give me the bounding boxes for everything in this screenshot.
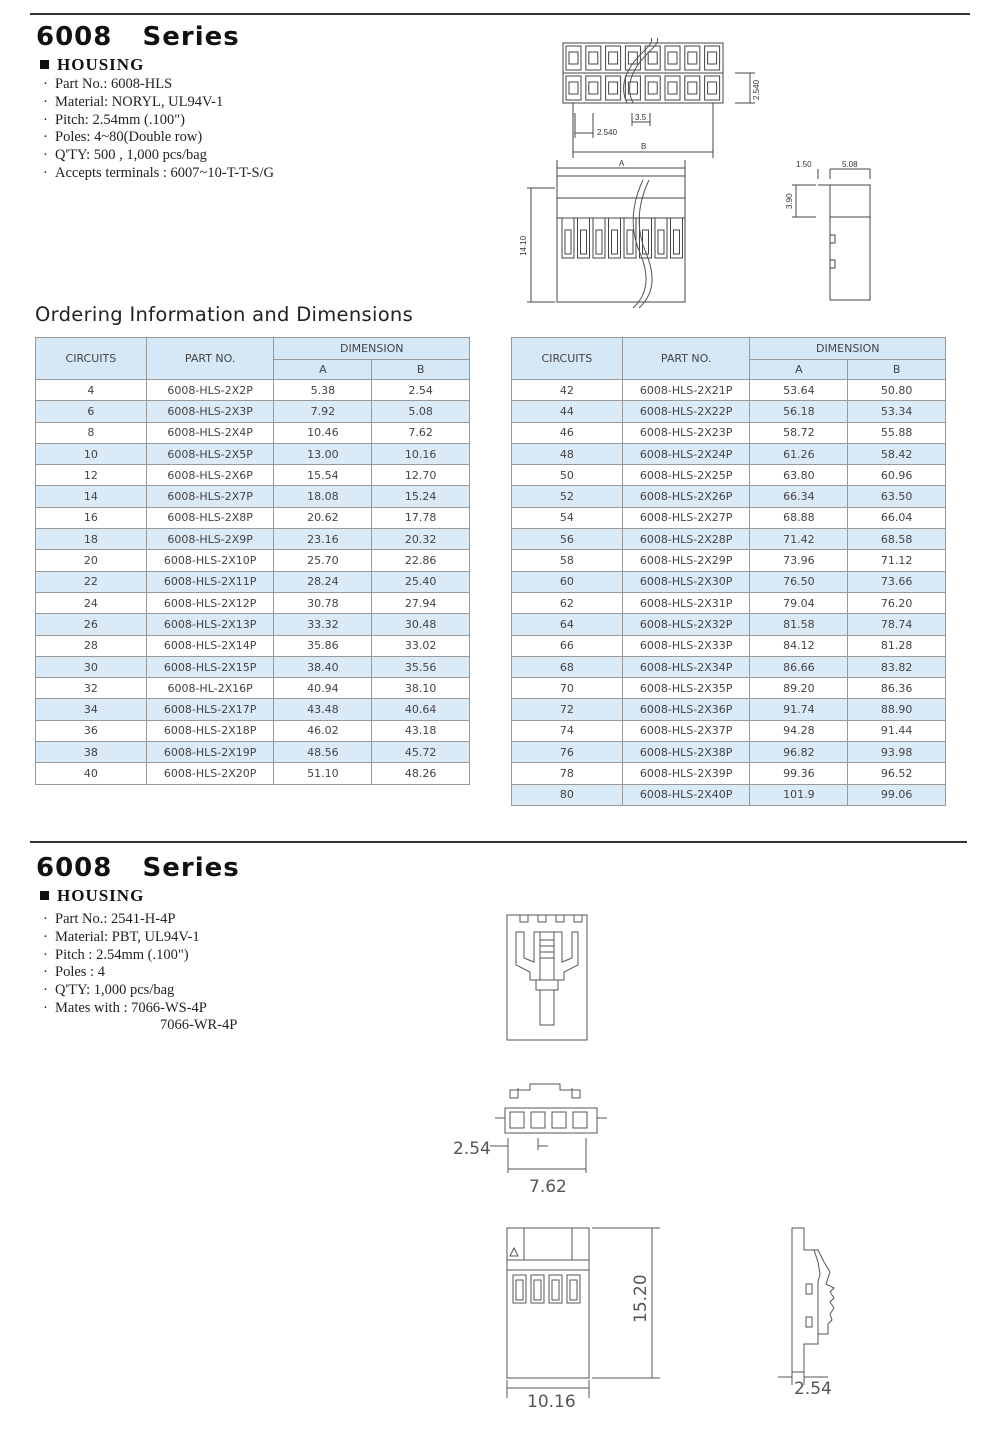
spec-item bbox=[43, 76, 274, 94]
spec-text: Mates with : 7066-WS-4P bbox=[55, 999, 207, 1016]
cell-part-no: 6008-HLS-2X8P bbox=[146, 507, 274, 528]
cell-dim-b: 20.32 bbox=[372, 529, 470, 550]
bullet-dot-icon: · bbox=[43, 911, 48, 927]
table-row bbox=[36, 529, 470, 550]
cell-dim-b: 99.06 bbox=[848, 784, 946, 805]
cell-circuits: 50 bbox=[512, 465, 623, 486]
cell-dim-a: 48.56 bbox=[274, 742, 372, 763]
square-bullet-icon bbox=[40, 60, 49, 69]
cell-dim-b: 40.64 bbox=[372, 699, 470, 720]
cell-circuits: 70 bbox=[512, 678, 623, 699]
cell-part-no: 6008-HLS-2X39P bbox=[622, 763, 750, 784]
table-row bbox=[36, 699, 470, 720]
table-row bbox=[512, 550, 946, 571]
cell-dim-b: 10.16 bbox=[372, 443, 470, 464]
table-row bbox=[512, 720, 946, 741]
cell-dim-b: 58.42 bbox=[848, 443, 946, 464]
cell-dim-b: 22.86 bbox=[372, 550, 470, 571]
dim-14-10: 14.10 bbox=[519, 235, 528, 256]
square-bullet-icon bbox=[40, 891, 49, 900]
cell-dim-a: 66.34 bbox=[750, 486, 848, 507]
cell-circuits: 20 bbox=[36, 550, 147, 571]
cell-part-no: 6008-HLS-2X28P bbox=[622, 529, 750, 550]
cell-dim-b: 96.52 bbox=[848, 763, 946, 784]
cell-dim-a: 10.46 bbox=[274, 422, 372, 443]
cell-circuits: 38 bbox=[36, 742, 147, 763]
cell-dim-a: 86.66 bbox=[750, 656, 848, 677]
cell-circuits: 16 bbox=[36, 507, 147, 528]
table-row bbox=[512, 507, 946, 528]
cell-part-no: 6008-HLS-2X23P bbox=[622, 422, 750, 443]
cell-part-no: 6008-HLS-2X31P bbox=[622, 592, 750, 613]
cell-dim-a: 33.32 bbox=[274, 614, 372, 635]
cell-dim-b: 48.26 bbox=[372, 763, 470, 784]
cell-dim-b: 7.62 bbox=[372, 422, 470, 443]
table-row bbox=[36, 422, 470, 443]
dimension-table-right bbox=[511, 337, 946, 806]
bullet-dot-icon: · bbox=[43, 111, 48, 128]
cell-circuits: 24 bbox=[36, 592, 147, 613]
dim-15-20: 15.20 bbox=[631, 1274, 651, 1323]
spec-item bbox=[43, 964, 207, 982]
dim-2-54-pitch: 2.54 bbox=[453, 1139, 491, 1159]
cell-circuits: 8 bbox=[36, 422, 147, 443]
cell-dim-a: 61.26 bbox=[750, 443, 848, 464]
cell-circuits: 36 bbox=[36, 720, 147, 741]
spec-item bbox=[43, 1000, 207, 1018]
table-row bbox=[36, 678, 470, 699]
table-row bbox=[512, 443, 946, 464]
bullet-dot-icon: · bbox=[43, 164, 48, 181]
cell-dim-a: 58.72 bbox=[750, 422, 848, 443]
cell-dim-b: 53.34 bbox=[848, 401, 946, 422]
cell-part-no: 6008-HLS-2X38P bbox=[622, 742, 750, 763]
header-circuits: CIRCUITS bbox=[512, 338, 623, 380]
cell-part-no: 6008-HLS-2X26P bbox=[622, 486, 750, 507]
cell-circuits: 72 bbox=[512, 699, 623, 720]
cell-dim-a: 15.54 bbox=[274, 465, 372, 486]
cell-dim-b: 17.78 bbox=[372, 507, 470, 528]
cell-dim-a: 101.9 bbox=[750, 784, 848, 805]
dim-2540-vertical: 2.540 bbox=[752, 79, 761, 100]
cell-circuits: 76 bbox=[512, 742, 623, 763]
cell-circuits: 58 bbox=[512, 550, 623, 571]
4p-housing-front-view-drawing bbox=[450, 1078, 615, 1196]
cell-part-no: 6008-HLS-2X19P bbox=[146, 742, 274, 763]
table-row bbox=[512, 465, 946, 486]
cell-circuits: 54 bbox=[512, 507, 623, 528]
cell-dim-b: 60.96 bbox=[848, 465, 946, 486]
bullet-dot-icon: · bbox=[43, 93, 48, 110]
spec-item bbox=[43, 129, 274, 147]
cell-circuits: 14 bbox=[36, 486, 147, 507]
cell-part-no: 6008-HLS-2X17P bbox=[146, 699, 274, 720]
table-row bbox=[512, 486, 946, 507]
bullet-dot-icon: · bbox=[43, 999, 48, 1016]
spec-text: Q'TY: 1,000 pcs/bag bbox=[55, 982, 175, 999]
cell-dim-a: 18.08 bbox=[274, 486, 372, 507]
cell-circuits: 34 bbox=[36, 699, 147, 720]
cell-part-no: 6008-HLS-2X21P bbox=[622, 380, 750, 401]
cell-dim-b: 2.54 bbox=[372, 380, 470, 401]
dim-2540-horizontal: 2.540 bbox=[597, 128, 618, 137]
table-row bbox=[36, 742, 470, 763]
header-b: B bbox=[372, 360, 470, 380]
table-row bbox=[512, 571, 946, 592]
cell-circuits: 4 bbox=[36, 380, 147, 401]
cell-circuits: 62 bbox=[512, 592, 623, 613]
table-row bbox=[512, 763, 946, 784]
dimension-table-left bbox=[35, 337, 470, 785]
cell-part-no: 6008-HLS-2X20P bbox=[146, 763, 274, 784]
cell-dim-a: 68.88 bbox=[750, 507, 848, 528]
housing-heading bbox=[40, 55, 144, 75]
cell-dim-a: 99.36 bbox=[750, 763, 848, 784]
header-circuits: CIRCUITS bbox=[36, 338, 147, 380]
table-row bbox=[36, 443, 470, 464]
cell-part-no: 6008-HLS-2X29P bbox=[622, 550, 750, 571]
cell-part-no: 6008-HLS-2X10P bbox=[146, 550, 274, 571]
cell-circuits: 46 bbox=[512, 422, 623, 443]
table-row bbox=[512, 742, 946, 763]
cell-circuits: 60 bbox=[512, 571, 623, 592]
table-row bbox=[512, 529, 946, 550]
cell-dim-b: 66.04 bbox=[848, 507, 946, 528]
table-row bbox=[36, 380, 470, 401]
cell-circuits: 22 bbox=[36, 571, 147, 592]
cell-dim-a: 25.70 bbox=[274, 550, 372, 571]
top-rule bbox=[30, 13, 970, 15]
spec-text: Q'TY: 500 , 1,000 pcs/bag bbox=[55, 147, 207, 164]
cell-dim-a: 79.04 bbox=[750, 592, 848, 613]
spec-item bbox=[43, 165, 274, 183]
cell-dim-b: 83.82 bbox=[848, 656, 946, 677]
spec-item bbox=[43, 147, 274, 165]
cell-circuits: 80 bbox=[512, 784, 623, 805]
cell-dim-b: 45.72 bbox=[372, 742, 470, 763]
cell-dim-b: 15.24 bbox=[372, 486, 470, 507]
cell-dim-a: 96.82 bbox=[750, 742, 848, 763]
dim-7-62: 7.62 bbox=[529, 1177, 567, 1196]
cell-part-no: 6008-HLS-2X3P bbox=[146, 401, 274, 422]
cell-part-no: 6008-HLS-2X35P bbox=[622, 678, 750, 699]
cell-dim-b: 5.08 bbox=[372, 401, 470, 422]
housing-label-2: HOUSING bbox=[57, 886, 145, 905]
cell-dim-b: 38.10 bbox=[372, 678, 470, 699]
cell-part-no: 6008-HLS-2X11P bbox=[146, 571, 274, 592]
spec-text: Part No.: 2541-H-4P bbox=[55, 911, 176, 927]
cell-dim-a: 89.20 bbox=[750, 678, 848, 699]
cell-circuits: 48 bbox=[512, 443, 623, 464]
cell-dim-b: 25.40 bbox=[372, 571, 470, 592]
cell-circuits: 52 bbox=[512, 486, 623, 507]
cell-circuits: 64 bbox=[512, 614, 623, 635]
cell-circuits: 78 bbox=[512, 763, 623, 784]
cell-dim-a: 71.42 bbox=[750, 529, 848, 550]
cell-part-no: 6008-HLS-2X27P bbox=[622, 507, 750, 528]
cell-part-no: 6008-HLS-2X13P bbox=[146, 614, 274, 635]
series-title: 6008 Series bbox=[36, 22, 240, 52]
cell-dim-a: 81.58 bbox=[750, 614, 848, 635]
table-row bbox=[512, 422, 946, 443]
cell-dim-a: 40.94 bbox=[274, 678, 372, 699]
cell-part-no: 6008-HLS-2X34P bbox=[622, 656, 750, 677]
cell-part-no: 6008-HLS-2X14P bbox=[146, 635, 274, 656]
cell-part-no: 6008-HLS-2X12P bbox=[146, 592, 274, 613]
cell-circuits: 44 bbox=[512, 401, 623, 422]
cell-dim-b: 35.56 bbox=[372, 656, 470, 677]
cell-part-no: 6008-HLS-2X25P bbox=[622, 465, 750, 486]
dim-3-90: 3.90 bbox=[785, 193, 794, 209]
cell-circuits: 68 bbox=[512, 656, 623, 677]
cell-dim-a: 43.48 bbox=[274, 699, 372, 720]
cell-dim-a: 30.78 bbox=[274, 592, 372, 613]
spec-text: Accepts terminals : 6007~10-T-T-S/G bbox=[55, 164, 275, 181]
spec-item bbox=[43, 947, 207, 965]
4p-housing-side-view-drawing bbox=[500, 1220, 670, 1410]
dim-a: A bbox=[619, 159, 625, 168]
spec-item bbox=[43, 982, 207, 1000]
cell-dim-a: 23.16 bbox=[274, 529, 372, 550]
cell-circuits: 10 bbox=[36, 443, 147, 464]
dim-b: B bbox=[641, 142, 647, 151]
spec-item bbox=[43, 911, 207, 929]
housing-side-view-drawing bbox=[780, 155, 880, 305]
header-part-no: PART NO. bbox=[622, 338, 750, 380]
cell-dim-b: 86.36 bbox=[848, 678, 946, 699]
table-row bbox=[512, 614, 946, 635]
bullet-dot-icon: · bbox=[43, 928, 48, 945]
spec-item bbox=[43, 112, 274, 130]
cell-part-no: 6008-HLS-2X7P bbox=[146, 486, 274, 507]
cell-circuits: 18 bbox=[36, 529, 147, 550]
cell-dim-b: 71.12 bbox=[848, 550, 946, 571]
cell-part-no: 6008-HLS-2X4P bbox=[146, 422, 274, 443]
cell-circuits: 6 bbox=[36, 401, 147, 422]
cell-part-no: 6008-HLS-2X33P bbox=[622, 635, 750, 656]
cell-dim-b: 30.48 bbox=[372, 614, 470, 635]
cell-dim-a: 73.96 bbox=[750, 550, 848, 571]
cell-dim-b: 76.20 bbox=[848, 592, 946, 613]
cell-circuits: 30 bbox=[36, 656, 147, 677]
middle-rule bbox=[30, 841, 967, 843]
cell-dim-a: 38.40 bbox=[274, 656, 372, 677]
table-row bbox=[36, 656, 470, 677]
table-row bbox=[36, 465, 470, 486]
cell-dim-a: 20.62 bbox=[274, 507, 372, 528]
table-row bbox=[36, 401, 470, 422]
cell-dim-a: 94.28 bbox=[750, 720, 848, 741]
dim-3-5: 3.5 bbox=[635, 113, 647, 122]
cell-dim-b: 63.50 bbox=[848, 486, 946, 507]
cell-dim-b: 50.80 bbox=[848, 380, 946, 401]
cell-dim-a: 84.12 bbox=[750, 635, 848, 656]
cell-part-no: 6008-HLS-2X40P bbox=[622, 784, 750, 805]
housing-top-view-drawing bbox=[545, 38, 775, 163]
table-row bbox=[36, 592, 470, 613]
spec-text: Pitch: 2.54mm (.100") bbox=[55, 111, 185, 128]
cell-dim-a: 7.92 bbox=[274, 401, 372, 422]
table-row bbox=[512, 401, 946, 422]
table-row bbox=[512, 635, 946, 656]
4p-housing-profile-drawing bbox=[770, 1222, 860, 1397]
cell-dim-b: 43.18 bbox=[372, 720, 470, 741]
cell-circuits: 26 bbox=[36, 614, 147, 635]
cell-dim-b: 91.44 bbox=[848, 720, 946, 741]
cell-circuits: 40 bbox=[36, 763, 147, 784]
cell-dim-b: 73.66 bbox=[848, 571, 946, 592]
spec-text: Material: NORYL, UL94V-1 bbox=[55, 93, 224, 110]
header-dimension: DIMENSION bbox=[274, 338, 470, 360]
cell-circuits: 74 bbox=[512, 720, 623, 741]
cell-part-no: 6008-HLS-2X18P bbox=[146, 720, 274, 741]
table-row bbox=[512, 784, 946, 805]
spec-text: Poles: 4~80(Double row) bbox=[55, 129, 203, 146]
table-row bbox=[512, 656, 946, 677]
cell-dim-a: 53.64 bbox=[750, 380, 848, 401]
cell-dim-b: 68.58 bbox=[848, 529, 946, 550]
bullet-dot-icon: · bbox=[43, 147, 48, 164]
bullet-dot-icon: · bbox=[43, 129, 48, 146]
table-row bbox=[512, 380, 946, 401]
table-row bbox=[36, 571, 470, 592]
table-row bbox=[36, 614, 470, 635]
housing-heading-2 bbox=[40, 886, 144, 906]
cell-part-no: 6008-HLS-2X5P bbox=[146, 443, 274, 464]
header-a: A bbox=[750, 360, 848, 380]
cell-dim-b: 12.70 bbox=[372, 465, 470, 486]
spec-list-2 bbox=[43, 911, 207, 1018]
dim-10-16: 10.16 bbox=[527, 1392, 576, 1410]
housing-front-view-drawing bbox=[515, 158, 700, 308]
spec-list bbox=[43, 76, 274, 183]
cell-dim-b: 27.94 bbox=[372, 592, 470, 613]
cell-dim-b: 55.88 bbox=[848, 422, 946, 443]
cell-circuits: 66 bbox=[512, 635, 623, 656]
cell-dim-b: 93.98 bbox=[848, 742, 946, 763]
cell-part-no: 6008-HLS-2X37P bbox=[622, 720, 750, 741]
bullet-dot-icon: · bbox=[43, 76, 48, 92]
cell-dim-a: 13.00 bbox=[274, 443, 372, 464]
cell-circuits: 56 bbox=[512, 529, 623, 550]
table-row bbox=[512, 699, 946, 720]
table-row bbox=[512, 678, 946, 699]
table-row bbox=[512, 592, 946, 613]
spec-text: Poles : 4 bbox=[55, 964, 105, 981]
table-row bbox=[36, 635, 470, 656]
cell-dim-a: 5.38 bbox=[274, 380, 372, 401]
cell-dim-a: 76.50 bbox=[750, 571, 848, 592]
cell-part-no: 6008-HLS-2X9P bbox=[146, 529, 274, 550]
cell-part-no: 6008-HLS-2X2P bbox=[146, 380, 274, 401]
table-row bbox=[36, 550, 470, 571]
cell-part-no: 6008-HLS-2X22P bbox=[622, 401, 750, 422]
dim-5-08: 5.08 bbox=[842, 160, 858, 169]
cell-circuits: 32 bbox=[36, 678, 147, 699]
cell-part-no: 6008-HLS-2X36P bbox=[622, 699, 750, 720]
cell-dim-a: 56.18 bbox=[750, 401, 848, 422]
table-row bbox=[36, 507, 470, 528]
header-dimension: DIMENSION bbox=[750, 338, 946, 360]
spec-continuation: 7066-WR-4P bbox=[160, 1017, 238, 1033]
cell-circuits: 28 bbox=[36, 635, 147, 656]
cell-dim-b: 81.28 bbox=[848, 635, 946, 656]
cell-part-no: 6008-HLS-2X6P bbox=[146, 465, 274, 486]
cell-part-no: 6008-HL-2X16P bbox=[146, 678, 274, 699]
cell-dim-a: 35.86 bbox=[274, 635, 372, 656]
header-part-no: PART NO. bbox=[146, 338, 274, 380]
cell-dim-a: 91.74 bbox=[750, 699, 848, 720]
spec-item bbox=[43, 929, 207, 947]
cell-dim-a: 51.10 bbox=[274, 763, 372, 784]
cell-dim-b: 33.02 bbox=[372, 635, 470, 656]
spec-text: Material: PBT, UL94V-1 bbox=[55, 928, 200, 945]
cell-part-no: 6008-HLS-2X32P bbox=[622, 614, 750, 635]
dim-1-50: 1.50 bbox=[796, 160, 812, 169]
header-b: B bbox=[848, 360, 946, 380]
cell-circuits: 12 bbox=[36, 465, 147, 486]
cell-part-no: 6008-HLS-2X24P bbox=[622, 443, 750, 464]
spec-text: Part No.: 6008-HLS bbox=[55, 76, 173, 92]
bullet-dot-icon: · bbox=[43, 946, 48, 963]
cell-dim-b: 78.74 bbox=[848, 614, 946, 635]
cell-dim-a: 28.24 bbox=[274, 571, 372, 592]
cell-dim-a: 63.80 bbox=[750, 465, 848, 486]
bullet-dot-icon: · bbox=[43, 964, 48, 981]
table-row bbox=[36, 486, 470, 507]
header-a: A bbox=[274, 360, 372, 380]
housing-label: HOUSING bbox=[57, 55, 145, 74]
series-title-2: 6008 Series bbox=[36, 853, 240, 883]
bullet-dot-icon: · bbox=[43, 982, 48, 999]
spec-item bbox=[43, 94, 274, 112]
cell-part-no: 6008-HLS-2X30P bbox=[622, 571, 750, 592]
ordering-title: Ordering Information and Dimensions bbox=[35, 303, 414, 326]
spec-text: Pitch : 2.54mm (.100") bbox=[55, 946, 189, 963]
4p-housing-top-view-drawing bbox=[500, 910, 600, 1045]
dim-2-54-side: 2.54 bbox=[794, 1379, 832, 1397]
table-row bbox=[36, 720, 470, 741]
cell-part-no: 6008-HLS-2X15P bbox=[146, 656, 274, 677]
cell-dim-b: 88.90 bbox=[848, 699, 946, 720]
cell-circuits: 42 bbox=[512, 380, 623, 401]
table-row bbox=[36, 763, 470, 784]
cell-dim-a: 46.02 bbox=[274, 720, 372, 741]
